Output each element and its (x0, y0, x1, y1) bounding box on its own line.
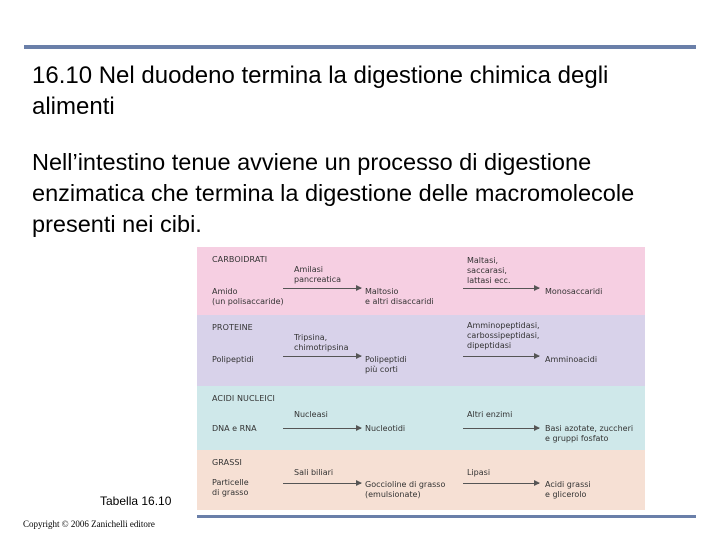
table-caption: Tabella 16.10 (100, 494, 172, 508)
product-label: Basi azotate, zuccheri e gruppi fosfato (545, 424, 634, 443)
section-heading: GRASSI (212, 458, 243, 467)
digestion-table (197, 247, 645, 510)
substrate-label: Amido (un polisaccaride) (212, 287, 284, 306)
substrate-label: Particelle di grasso (212, 478, 249, 497)
enzyme-label: Amminopeptidasi, carbossipeptidasi, dipeptidasi (467, 321, 540, 350)
section-heading: ACIDI NUCLEICI (212, 394, 275, 403)
reaction-arrow (283, 356, 361, 357)
product-label: Monosaccaridi (545, 287, 603, 296)
top-rule (24, 45, 696, 49)
enzyme-label: Nucleasi (294, 410, 328, 419)
section-heading: CARBOIDRATI (212, 255, 268, 264)
product-label: Amminoacidi (545, 355, 598, 364)
enzyme-label: Tripsina, chimotripsina (294, 333, 349, 352)
slide-title: 16.10 Nel duodeno termina la digestione chimica degli alimenti (32, 62, 609, 120)
product-label: Goccioline di grasso (emulsionate) (365, 480, 446, 499)
section-heading: PROTEINE (212, 323, 253, 332)
section-grassi (197, 450, 645, 510)
enzyme-label: Amilasi pancreatica (294, 265, 342, 284)
enzyme-label: Lipasi (467, 468, 491, 477)
substrate-label: Polipeptidi (212, 355, 254, 364)
product-label: Polipeptidi più corti (365, 355, 407, 374)
reaction-arrow (283, 428, 361, 429)
substrate-label: DNA e RNA (212, 424, 257, 433)
reaction-arrow (463, 288, 539, 289)
reaction-arrow (463, 428, 539, 429)
product-label: Nucleotidi (365, 424, 406, 433)
section-acidi-nucleici (197, 386, 645, 450)
reaction-arrow (463, 356, 539, 357)
enzyme-label: Sali biliari (294, 468, 334, 477)
section-carboidrati (197, 247, 645, 315)
reaction-arrow (283, 483, 361, 484)
bottom-rule (197, 515, 696, 518)
enzyme-label: Altri enzimi (467, 410, 513, 419)
product-label: Acidi grassi e glicerolo (545, 480, 591, 499)
slide-body-text: Nell’intestino tenue avviene un processo di digestione enzimatica che termina la digestione delle macromolecole presenti nei cibi. (32, 149, 635, 237)
product-label: Maltosio e altri disaccaridi (365, 287, 434, 306)
reaction-arrow (463, 483, 539, 484)
copyright-notice: Copyright © 2006 Zanichelli editore (23, 519, 155, 529)
section-proteine (197, 315, 645, 386)
reaction-arrow (283, 288, 361, 289)
enzyme-label: Maltasi, saccarasi, lattasi ecc. (467, 256, 511, 285)
